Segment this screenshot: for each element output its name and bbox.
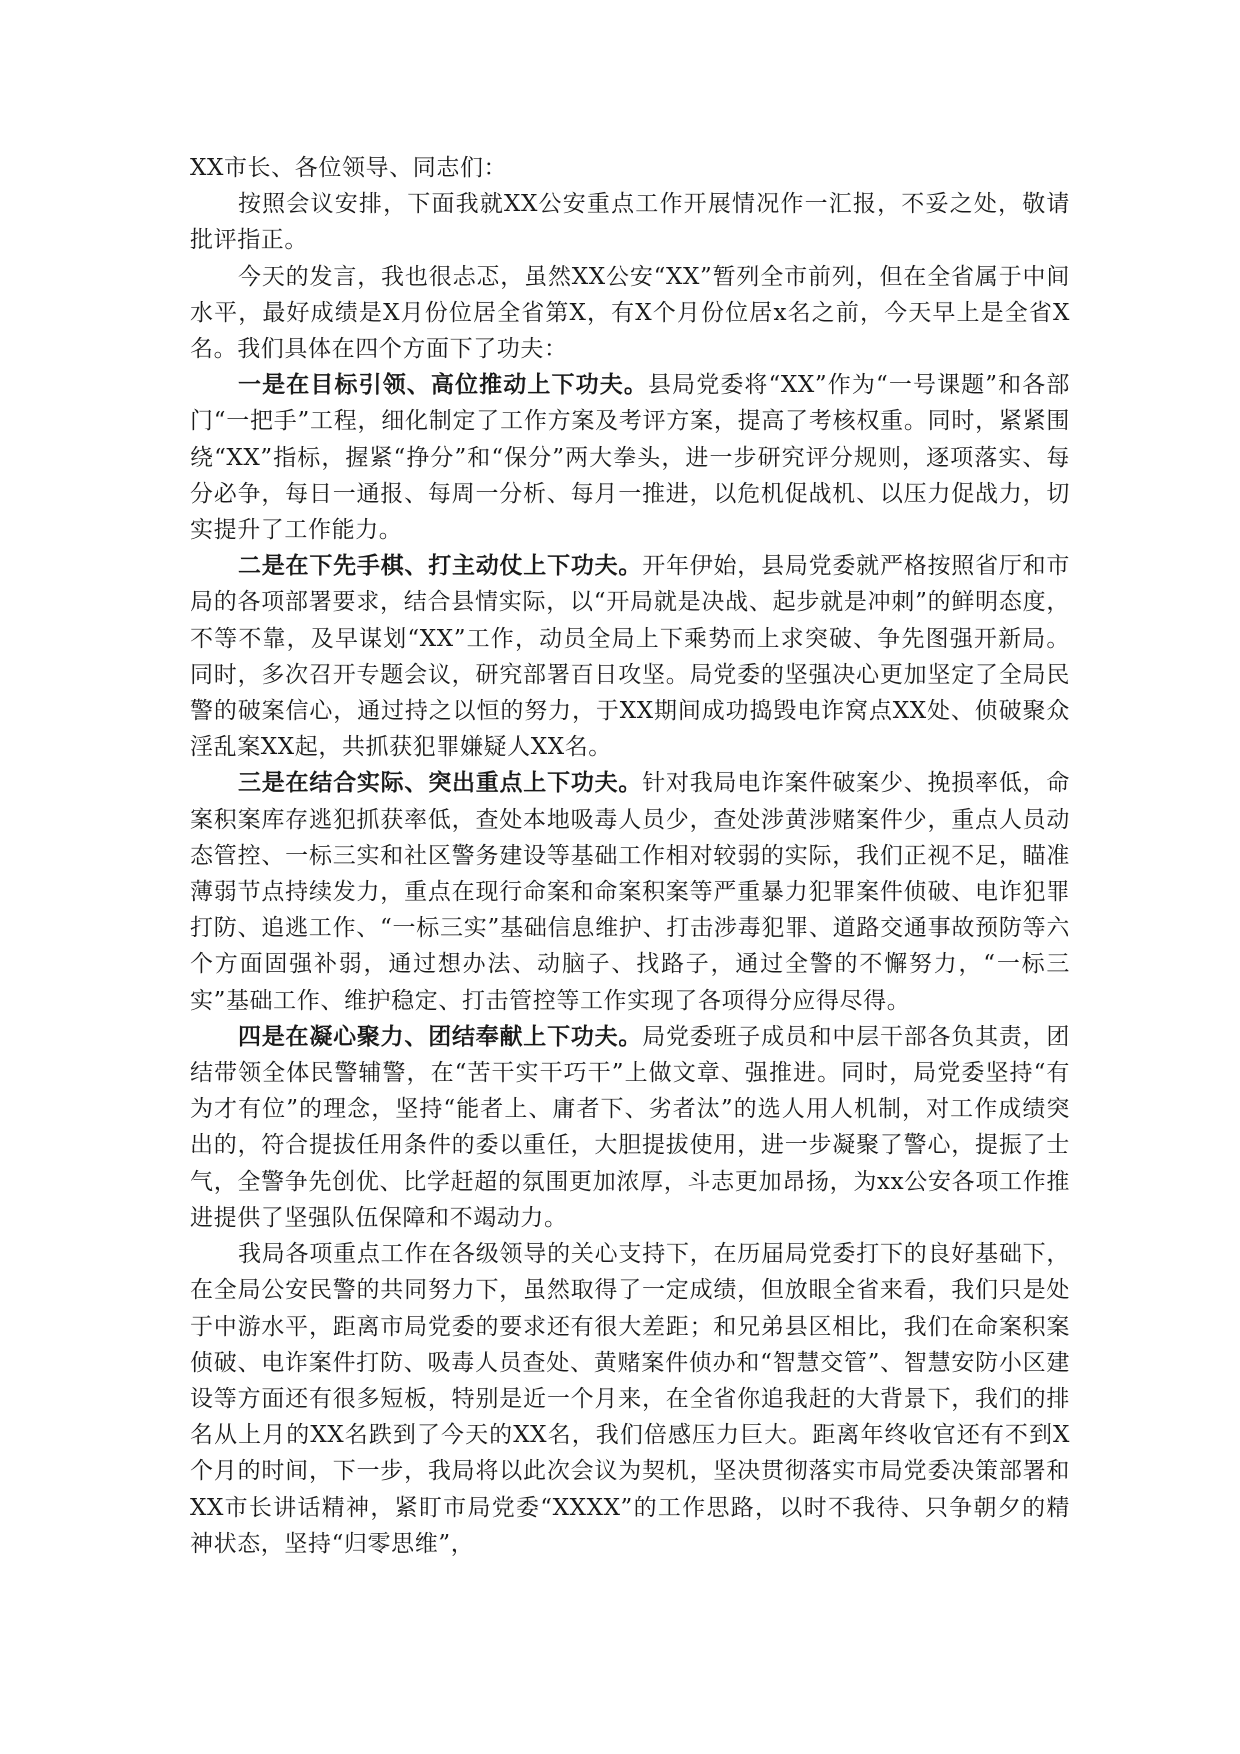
point-paragraph-1 xyxy=(190,367,1070,548)
point-paragraph-3 xyxy=(190,765,1070,1018)
intro-paragraph: 按照会议安排，下面我就XX公安重点工作开展情况作一汇报，不妥之处，敬请批评指正。 xyxy=(190,191,1070,254)
point-body-1: 县局党委将“XX”作为“一号课题”和各部门“一把手”工程，细化制定了工作方案及考评方案，提高了考核权重。同时，紧紧围绕“XX”指标，握紧“挣分”和“保分”两大拳头，进一步研究评分规则，逐项落实、每分必争，每日一通报、每周一分析、每月一推进，以危机促战机、以压力促战力，切实提升了工作能力。 xyxy=(190,372,1070,544)
point-heading-1: 一是在目标引领、高位推动上下功夫。 xyxy=(238,371,648,399)
point-heading-2: 二是在下先手棋、打主动仗上下功夫。 xyxy=(238,552,643,580)
point-heading-3: 三是在结合实际、突出重点上下功夫。 xyxy=(238,769,643,797)
point-heading-4: 四是在凝心聚力、团结奉献上下功夫。 xyxy=(238,1022,643,1050)
point-paragraph-4 xyxy=(190,1019,1070,1236)
point-paragraph-2 xyxy=(190,548,1070,765)
document-body xyxy=(190,150,1070,1562)
point-body-2: 开年伊始，县局党委就严格按照省厅和市局的各项部署要求，结合县情实际，以“开局就是决战、起步就是冲刺”的鲜明态度，不等不靠，及早谋划“XX”工作，动员全局上下乘势而上求突破、争先图强开新局。同时，多次召开专题会议，研究部署百日攻坚。局党委的坚强决心更加坚定了全局民警的破案信心，通过持之以恒的努力，于XX期间成功捣毁电诈窝点XX处、侦破聚众淫乱案XX起，共抓获犯罪嫌疑人XX名。 xyxy=(190,553,1070,761)
point-body-4: 局党委班子成员和中层干部各负其责，团结带领全体民警辅警，在“苦干实干巧干”上做文章、强推进。同时，局党委坚持“有为才有位”的理念，坚持“能者上、庸者下、劣者汰”的选人用人机制，对工作成绩突出的，符合提拔任用条件的委以重任，大胆提拔使用，进一步凝聚了警心，提振了士气，全警争先创优、比学赶超的氛围更加浓厚，斗志更加昂扬，为xx公安各项工作推进提供了坚强队伍保障和不竭动力。 xyxy=(190,1023,1070,1231)
closing-paragraph: 我局各项重点工作在各级领导的关心支持下，在历届局党委打下的良好基础下，在全局公安民警的共同努力下，虽然取得了一定成绩，但放眼全省来看，我们只是处于中游水平，距离市局党委的要求还有很大差距；和兄弟县区相比，我们在命案积案侦破、电诈案件打防、吸毒人员查处、黄赌案件侦办和“智慧交管”、智慧安防小区建设等方面还有很多短板，特别是近一个月来，在全省你追我赶的大背景下，我们的排名从上月的XX名跌到了今天的XX名，我们倍感压力巨大。距离年终收官还有不到X个月的时间，下一步，我局将以此次会议为契机，坚决贯彻落实市局党委决策部署和XX市长讲话精神，紧盯市局党委“XXXX”的工作思路，以时不我待、只争朝夕的精神状态，坚持“归零思维”， xyxy=(190,1241,1070,1557)
point-body-3: 针对我局电诈案件破案少、挽损率低，命案积案库存逃犯抓获率低，查处本地吸毒人员少，查处涉黄涉赌案件少，重点人员动态管控、一标三实和社区警务建设等基础工作相对较弱的实际，我们正视不足，瞄准薄弱节点持续发力，重点在现行命案和命案积案等严重暴力犯罪案件侦破、电诈犯罪打防、追逃工作、“一标三实”基础信息维护、打击涉毒犯罪、道路交通事故预防等六个方面固强补弱，通过想办法、动脑子、找路子，通过全警的不懈努力，“一标三实”基础工作、维护稳定、打击管控等工作实现了各项得分应得尽得。 xyxy=(190,770,1070,1014)
overview-paragraph: 今天的发言，我也很忐忑，虽然XX公安“XX”暂列全市前列，但在全省属于中间水平，最好成绩是X月份位居全省第X，有X个月份位居x名之前，今天早上是全省X名。我们具体在四个方面下了功夫： xyxy=(190,263,1070,363)
salutation: XX市长、各位领导、同志们： xyxy=(190,155,508,181)
